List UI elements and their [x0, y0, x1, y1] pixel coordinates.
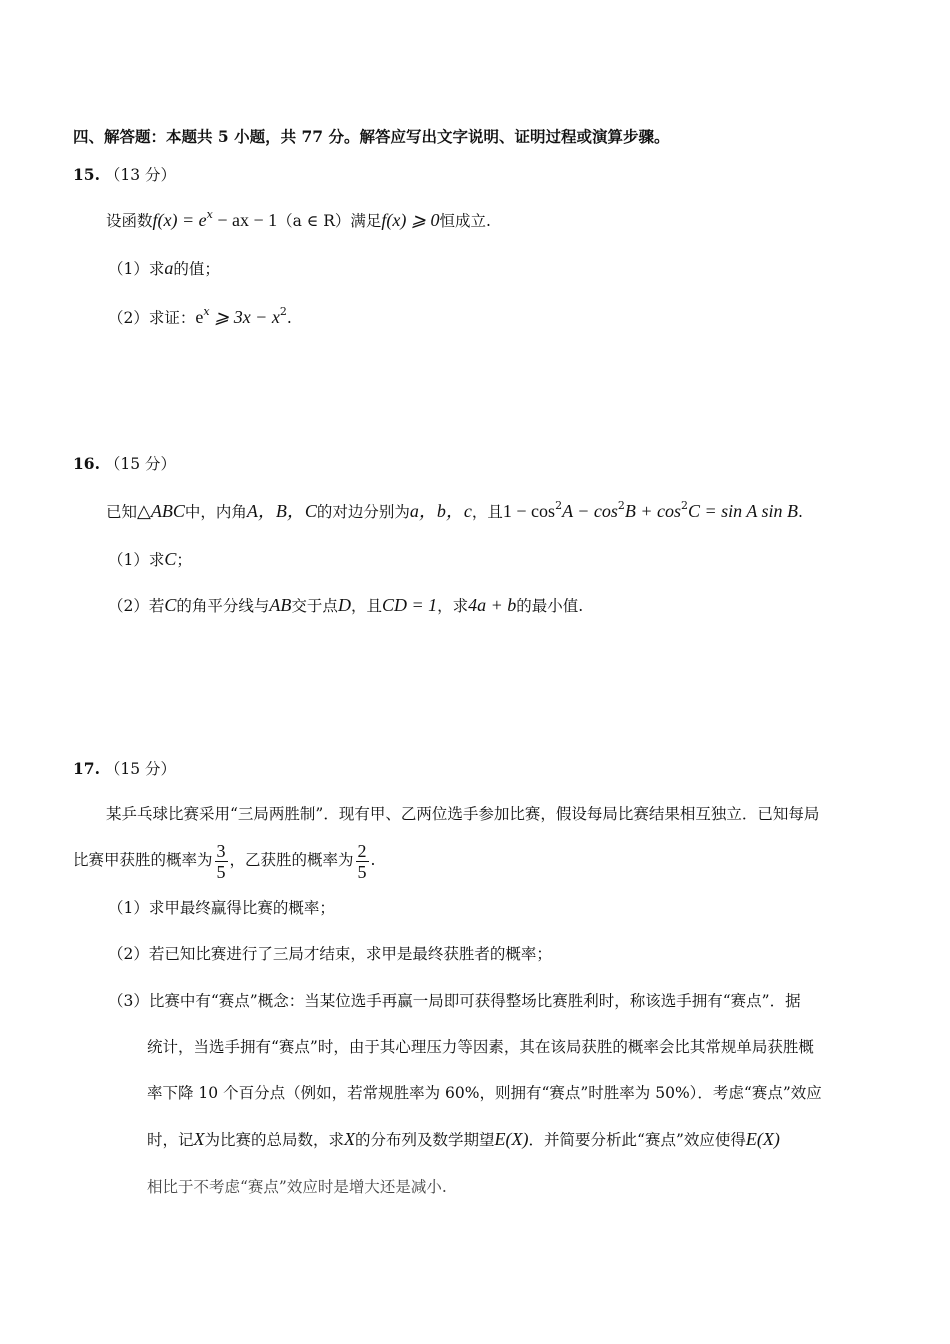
q16-points: （15 分）	[104, 455, 177, 473]
q17-p3-line4-a: 时，记	[147, 1131, 194, 1149]
q15-p2-math-a: e	[195, 307, 204, 327]
q17-p3-label: （3）	[108, 992, 149, 1010]
q16-sq-2: 2	[617, 499, 625, 512]
q17-p3-x1: X	[193, 1129, 205, 1149]
q17-p3-ex1: E(X)	[494, 1129, 529, 1149]
q17-stem-line2	[73, 838, 375, 882]
q16-triangle: △ABC	[137, 501, 185, 521]
q17-part3-line3: 率下降 10 个百分点（例如，若常规胜率为 60%，则拥有“赛点”时胜率为 50%）．考虑“赛点”效应	[147, 1084, 822, 1102]
q16-number: 16.	[73, 454, 100, 473]
q17-part3-line2: 统计，当选手拥有“赛点”时，由于其心理压力等因素，其在该局获胜的概率会比其常规单局获胜概	[147, 1038, 814, 1056]
q16-sq-3: 2	[681, 499, 689, 512]
q17-stem-line2-b: ，乙获胜的概率为	[229, 851, 354, 869]
q15-p1-text: 求	[148, 260, 165, 278]
q15-stem-prefix: 设函数	[106, 212, 153, 230]
q15-p2-text: 求证：	[148, 309, 196, 327]
q17-p1-text: 求甲最终赢得比赛的概率；	[148, 899, 335, 917]
q16-stem-a: 已知	[106, 503, 138, 521]
q15-mid: 满足	[350, 212, 382, 230]
q16-p2-ab: AB	[269, 595, 292, 615]
q17-number: 17.	[73, 759, 100, 778]
section-heading: 四、解答题：本题共 5 小题，共 77 分。解答应写出文字说明、证明过程或演算步骤。	[73, 127, 670, 146]
q16-p2-b: 的角平分线与	[176, 597, 270, 615]
q17-p2-text: 若已知比赛进行了三局才结束，求甲是最终获胜者的概率；	[148, 945, 552, 963]
q17-part3-line4	[147, 1128, 780, 1151]
q17-frac2-den: 5	[357, 861, 367, 882]
q17-p3-x2: X	[344, 1129, 356, 1149]
q16-eq-4: C = sin A sin B	[688, 501, 799, 521]
q16-p2-d: D	[337, 595, 351, 615]
q16-p2-a: 若	[148, 597, 165, 615]
q17-stem-line2-end: .	[370, 851, 376, 869]
q15-number: 15.	[73, 165, 100, 184]
q16-p2-var-c: C	[164, 595, 177, 615]
q16-stem-c: 的对边分别为	[316, 503, 410, 521]
q17-p3-line4-b: 为比赛的总局数，求	[204, 1131, 345, 1149]
q17-frac2-num: 2	[357, 840, 367, 861]
q16-angles: A，B，C	[246, 501, 317, 521]
q17-frac1-den: 5	[216, 861, 226, 882]
q16-sq-1: 2	[555, 499, 563, 512]
q16-stem-b: 中，内角	[184, 503, 247, 521]
q17-points: （15 分）	[104, 760, 177, 778]
q16-p2-g: 的最小值.	[516, 597, 584, 615]
q17-frac1-num: 3	[216, 840, 226, 861]
q17-part1	[108, 897, 335, 919]
q16-p2-c: 交于点	[291, 597, 338, 615]
q15-p2-exp2: 2	[279, 305, 287, 318]
q17-frac-yi	[356, 841, 369, 882]
q16-p2-e: ，且	[350, 597, 382, 615]
q16-eq-2: A − cos	[562, 501, 618, 521]
q15-paren: （a ∈ R）	[277, 212, 351, 230]
q15-p2-math-b: ⩾ 3x − x	[209, 307, 280, 327]
q16-part1	[108, 548, 192, 571]
q17-stem-line1: 某乒乓球比赛采用“三局两胜制”．现有甲、乙两位选手参加比赛，假设每局比赛结果相互独立．已知每局	[106, 805, 820, 823]
q16-stem-end: .	[798, 503, 803, 521]
q15-p2-exp: x	[203, 305, 210, 318]
q15-part1	[108, 257, 220, 280]
q16-sides: a，b，c	[409, 501, 472, 521]
q17-stem-line2-a: 比赛甲获胜的概率为	[73, 851, 213, 869]
q15-part2	[108, 306, 292, 329]
q16-p1-var: C	[164, 549, 177, 569]
q16-p2-expr: 4a + b	[468, 595, 517, 615]
q16-p1-label: （1）	[108, 551, 149, 569]
q17-p3-line4-d: ．并简要分析此“赛点”效应使得	[528, 1131, 746, 1149]
q17-p3-ex2: E(X)	[745, 1129, 780, 1149]
q16-p2-cd: CD = 1	[381, 595, 438, 615]
q16-header	[73, 453, 176, 475]
q17-p1-label: （1）	[108, 899, 149, 917]
q17-p3-line1: 比赛中有“赛点”概念：当某位选手再赢一局即可获得整场比赛胜利时，称该选手拥有“赛点”．据	[148, 992, 801, 1010]
q17-p2-label: （2）	[108, 945, 149, 963]
q17-p3-line4-c: 的分布列及数学期望	[355, 1131, 495, 1149]
q15-header	[73, 164, 176, 186]
q16-eq-1: 1 − cos	[502, 501, 556, 521]
q15-p2-label: （2）	[108, 309, 149, 327]
q15-suffix: 恒成立.	[439, 212, 491, 230]
q15-func: f(x) = e	[152, 210, 207, 230]
q15-rest: − ax − 1	[212, 210, 278, 230]
q17-frac-jia	[215, 841, 228, 882]
q15-exp: x	[206, 208, 213, 221]
q16-p2-label: （2）	[108, 597, 149, 615]
q17-part3-line1	[108, 990, 801, 1012]
q15-points: （13 分）	[104, 166, 177, 184]
q15-cond: f(x) ⩾ 0	[381, 210, 440, 230]
q17-part3-line5: 相比于不考虑“赛点”效应时是增大还是减小.	[147, 1178, 447, 1196]
q15-p2-end: .	[286, 309, 292, 327]
q16-stem	[106, 500, 803, 523]
q15-stem	[106, 209, 491, 232]
q16-p1-text: 求	[148, 551, 165, 569]
q16-part2	[108, 594, 583, 617]
q15-p1-var: a	[164, 258, 174, 278]
q16-eq-3: B + cos	[624, 501, 682, 521]
q15-p1-end: 的值；	[173, 260, 220, 278]
q16-p1-end: ；	[176, 551, 192, 569]
q17-part2	[108, 943, 552, 965]
q16-p2-f: ，求	[437, 597, 469, 615]
q17-header	[73, 758, 176, 780]
q16-stem-d: ，且	[471, 503, 503, 521]
q15-p1-label: （1）	[108, 260, 149, 278]
